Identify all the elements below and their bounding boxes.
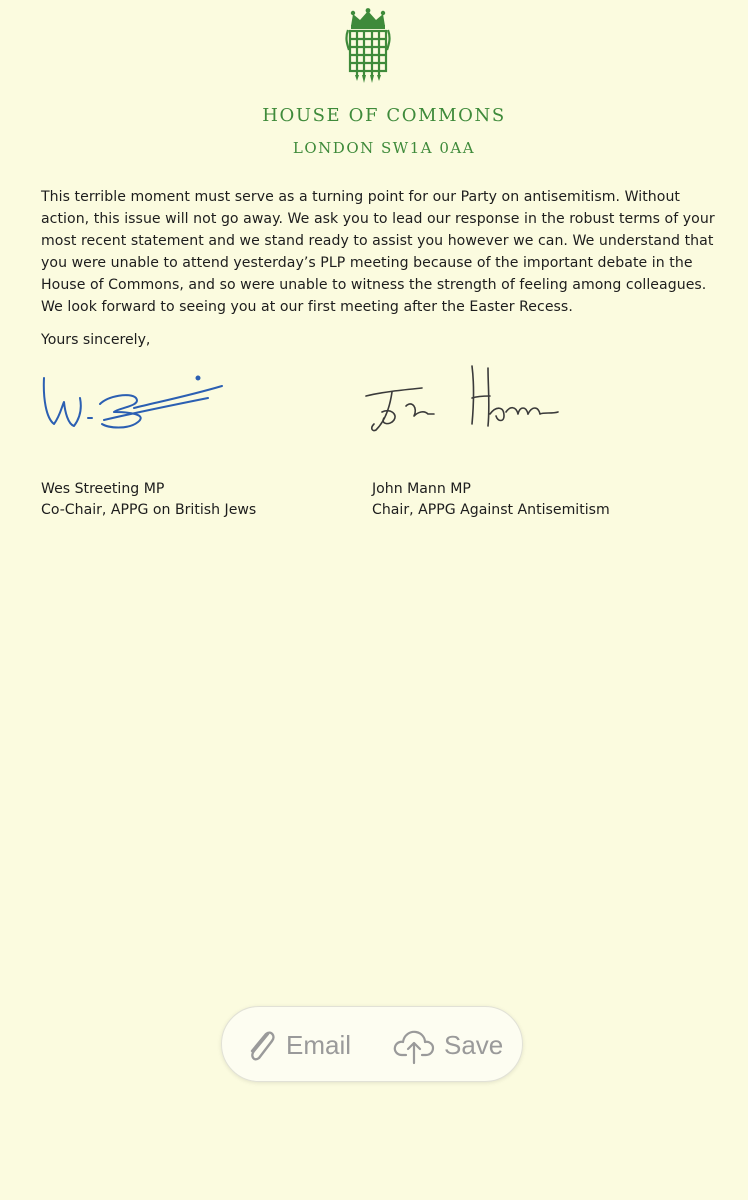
- signature-john-mann: [362, 362, 592, 440]
- signatory-role: Chair, APPG Against Antisemitism: [372, 502, 610, 518]
- email-label: Email: [286, 1029, 352, 1060]
- signatory-role: Co-Chair, APPG on British Jews: [41, 502, 257, 518]
- save-label: Save: [444, 1029, 504, 1060]
- letterhead-title: HOUSE OF COMMONS: [262, 105, 506, 126]
- paperclip-icon: [244, 1025, 278, 1065]
- signature-wes-streeting: [38, 368, 228, 438]
- save-button[interactable]: [392, 1007, 503, 1083]
- signatory-john-mann: [372, 479, 610, 521]
- letter-body: This terrible moment must serve as a turning point for our Party on antisemitism. Without action, this issue will not go away. We ask you to lead our response in the robust terms of your most recent statement and we stand ready to assist you however we can. We understand that you were unable to attend yesterday’s PLP meeting because of the important debate in the House of Commons, and so were unable to witness the strength of feeling among colleagues. We look forward to seeing you at our first meeting after the Easter Recess.: [41, 189, 715, 315]
- closing-salutation: Yours sincerely,: [41, 332, 151, 348]
- cloud-upload-icon: [392, 1025, 436, 1065]
- action-bar: [221, 1006, 523, 1082]
- email-button[interactable]: [244, 1007, 351, 1083]
- letterhead-address: LONDON SW1A 0AA: [292, 139, 476, 157]
- signatory-name: Wes Streeting MP: [41, 481, 165, 497]
- portcullis-icon: [345, 8, 391, 86]
- signatory-wes-streeting: [41, 479, 256, 521]
- signatory-name: John Mann MP: [372, 481, 471, 497]
